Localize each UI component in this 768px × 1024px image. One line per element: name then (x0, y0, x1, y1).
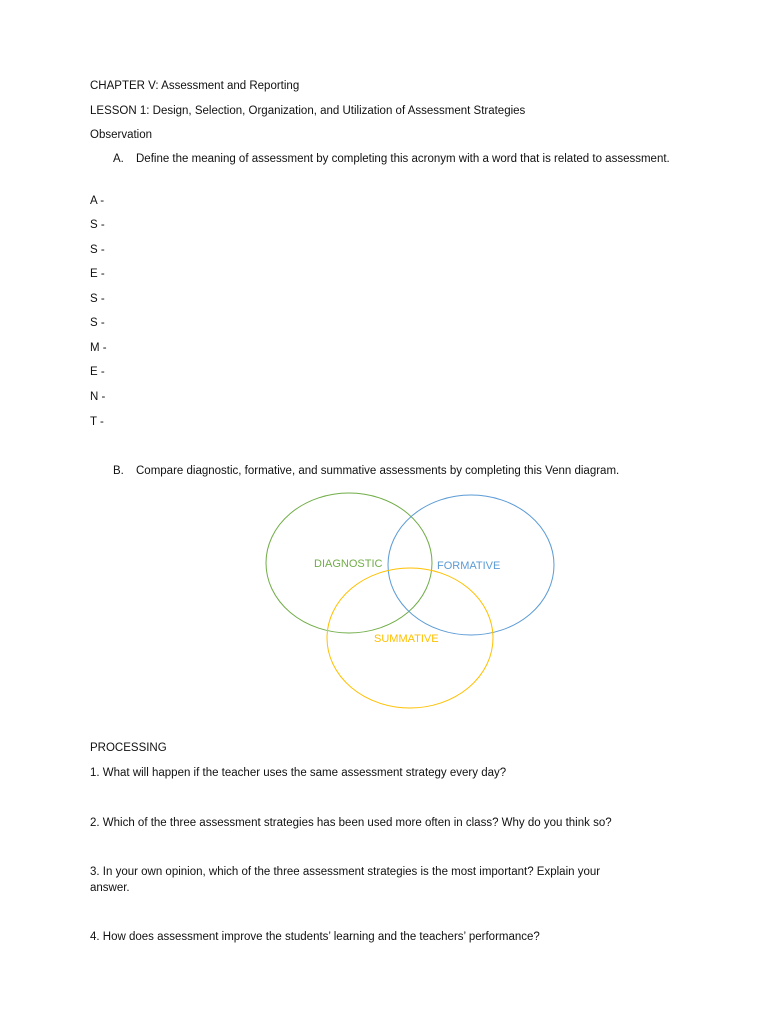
venn-label-diagnostic: DIAGNOSTIC (314, 558, 383, 570)
acronym-letter: S - (90, 293, 105, 305)
chapter-title: CHAPTER V: Assessment and Reporting (90, 80, 300, 92)
question-2: 2. Which of the three assessment strategies has been used more often in class? Why do you think so? (90, 817, 612, 829)
processing-title: PROCESSING (90, 742, 167, 754)
task-b-text: Compare diagnostic, formative, and summative assessments by completing this Venn diagram. (136, 465, 620, 477)
lesson-title: LESSON 1: Design, Selection, Organization, and Utilization of Assessment Strategies (90, 105, 526, 117)
acronym-letter: S - (90, 244, 105, 256)
acronym-letter: M - (90, 342, 107, 354)
question-3-line-2: answer. (90, 882, 130, 894)
acronym-letter: T - (90, 416, 104, 428)
section-observation: Observation (90, 129, 153, 141)
task-a-text: Define the meaning of assessment by completing this acronym with a word that is related to assessment. (136, 153, 670, 165)
acronym-letter: S - (90, 317, 105, 329)
question-3-line-1: 3. In your own opinion, which of the three assessment strategies is the most important? Explain your (90, 866, 601, 878)
acronym-letter: E - (90, 366, 105, 378)
task-b-label: B. (113, 465, 124, 477)
task-a-label: A. (113, 153, 124, 165)
venn-label-summative: SUMMATIVE (374, 633, 439, 645)
venn-label-formative: FORMATIVE (437, 560, 501, 572)
question-1: 1. What will happen if the teacher uses the same assessment strategy every day? (90, 767, 507, 779)
acronym-letter: S - (90, 219, 105, 231)
acronym-letter: A - (90, 195, 105, 207)
question-4: 4. How does assessment improve the students’ learning and the teachers’ performance? (90, 931, 540, 943)
acronym-letter: E - (90, 268, 105, 280)
acronym-letter: N - (90, 391, 106, 403)
